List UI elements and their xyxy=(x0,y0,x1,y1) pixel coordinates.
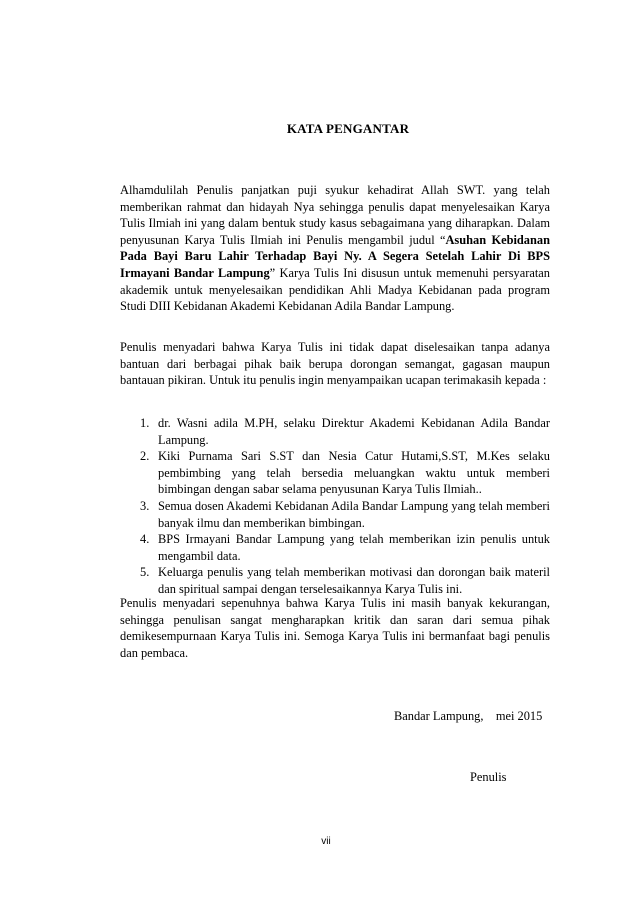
list-number: 5. xyxy=(140,565,150,580)
author-signature: Penulis xyxy=(470,770,507,784)
list-item-text: Semua dosen Akademi Kebidanan Adila Bandar Lampung yang telah memberi banyak ilmu dan memberikan bimbingan. xyxy=(158,498,550,530)
page-number: vii xyxy=(321,836,331,847)
list-item xyxy=(120,564,550,597)
study-title: Asuhan Kebidanan Pada Bayi Baru Lahir Terhadap Bayi Ny. A Segera Setelah Lahir Di BPS Irmayani Bandar Lampung xyxy=(120,232,550,280)
list-number: 2. xyxy=(140,449,150,464)
thanks-intro-paragraph: Penulis menyadari bahwa Karya Tulis ini tidak dapat diselesaikan tanpa adanya bantuan dari berbagai pihak baik berupa dorongan semangat, gagasan maupun bantauan pikiran. Untuk itu penulis ingin menyampaikan ucapan terimakasih kepada : xyxy=(120,340,550,388)
list-item-text: Keluarga penulis yang telah memberikan motivasi dan dorongan baik materil dan spiritual sampai dengan terselesaikannya Karya Tulis ini. xyxy=(158,565,550,596)
list-item xyxy=(120,531,550,564)
list-number: 1. xyxy=(140,416,150,430)
list-item-text: BPS Irmayani Bandar Lampung yang telah memberikan izin penulis untuk mengambil data. xyxy=(158,532,550,563)
list-item xyxy=(120,498,550,531)
list-number: 4. xyxy=(140,532,150,547)
place-date: Bandar Lampung, mei 2015 xyxy=(394,709,543,723)
list-number: 3. xyxy=(140,498,150,513)
list-item xyxy=(120,448,550,498)
list-item-text: dr. Wasni adila M.PH, selaku Direktur Akademi Kebidanan Adila Bandar Lampung. xyxy=(158,416,550,447)
thanks-list xyxy=(120,415,550,598)
closing-paragraph: Penulis menyadari sepenuhnya bahwa Karya Tulis ini masih banyak kekurangan, sehingga penulisan sangat mengharapkan kritik dan saran dari semua pihak demikesempurnaan Karya Tulis ini. Semoga Karya Tulis ini bermanfaat bagi penulis dan pembaca. xyxy=(120,596,550,660)
list-item-text: Kiki Purnama Sari S.ST dan Nesia Catur Hutami,S.ST, M.Kes selaku pembimbing yang telah bersedia meluangkan waktu untuk memberi bimbingan dengan sabar selama penyusunan Karya Tulis Ilmiah.. xyxy=(158,449,550,497)
list-item xyxy=(120,415,550,448)
intro-text-1: Alhamdulilah Penulis panjatkan puji syukur kehadirat Allah SWT. yang telah memberikan rahmat dan hidayah Nya sehingga penulis dapat menyelesaikan Karya Tulis Ilmiah ini yang dalam bentuk study kasus sebagaimana yang diharapkan. Dalam penyusunan Karya Tulis Ilmiah ini Penulis mengambil judul “ xyxy=(120,183,550,247)
intro-text-2: ” Karya Tulis Ini disusun untuk memenuhi persyaratan akademik untuk menyelesaikan pendidikan Ahli Madya Kebidanan pada program Studi DIII Kebidanan Akademi Kebidanan Adila Bandar Lampung. xyxy=(120,265,551,314)
page-title: KATA PENGANTAR xyxy=(286,121,410,136)
intro-paragraph xyxy=(120,182,550,315)
